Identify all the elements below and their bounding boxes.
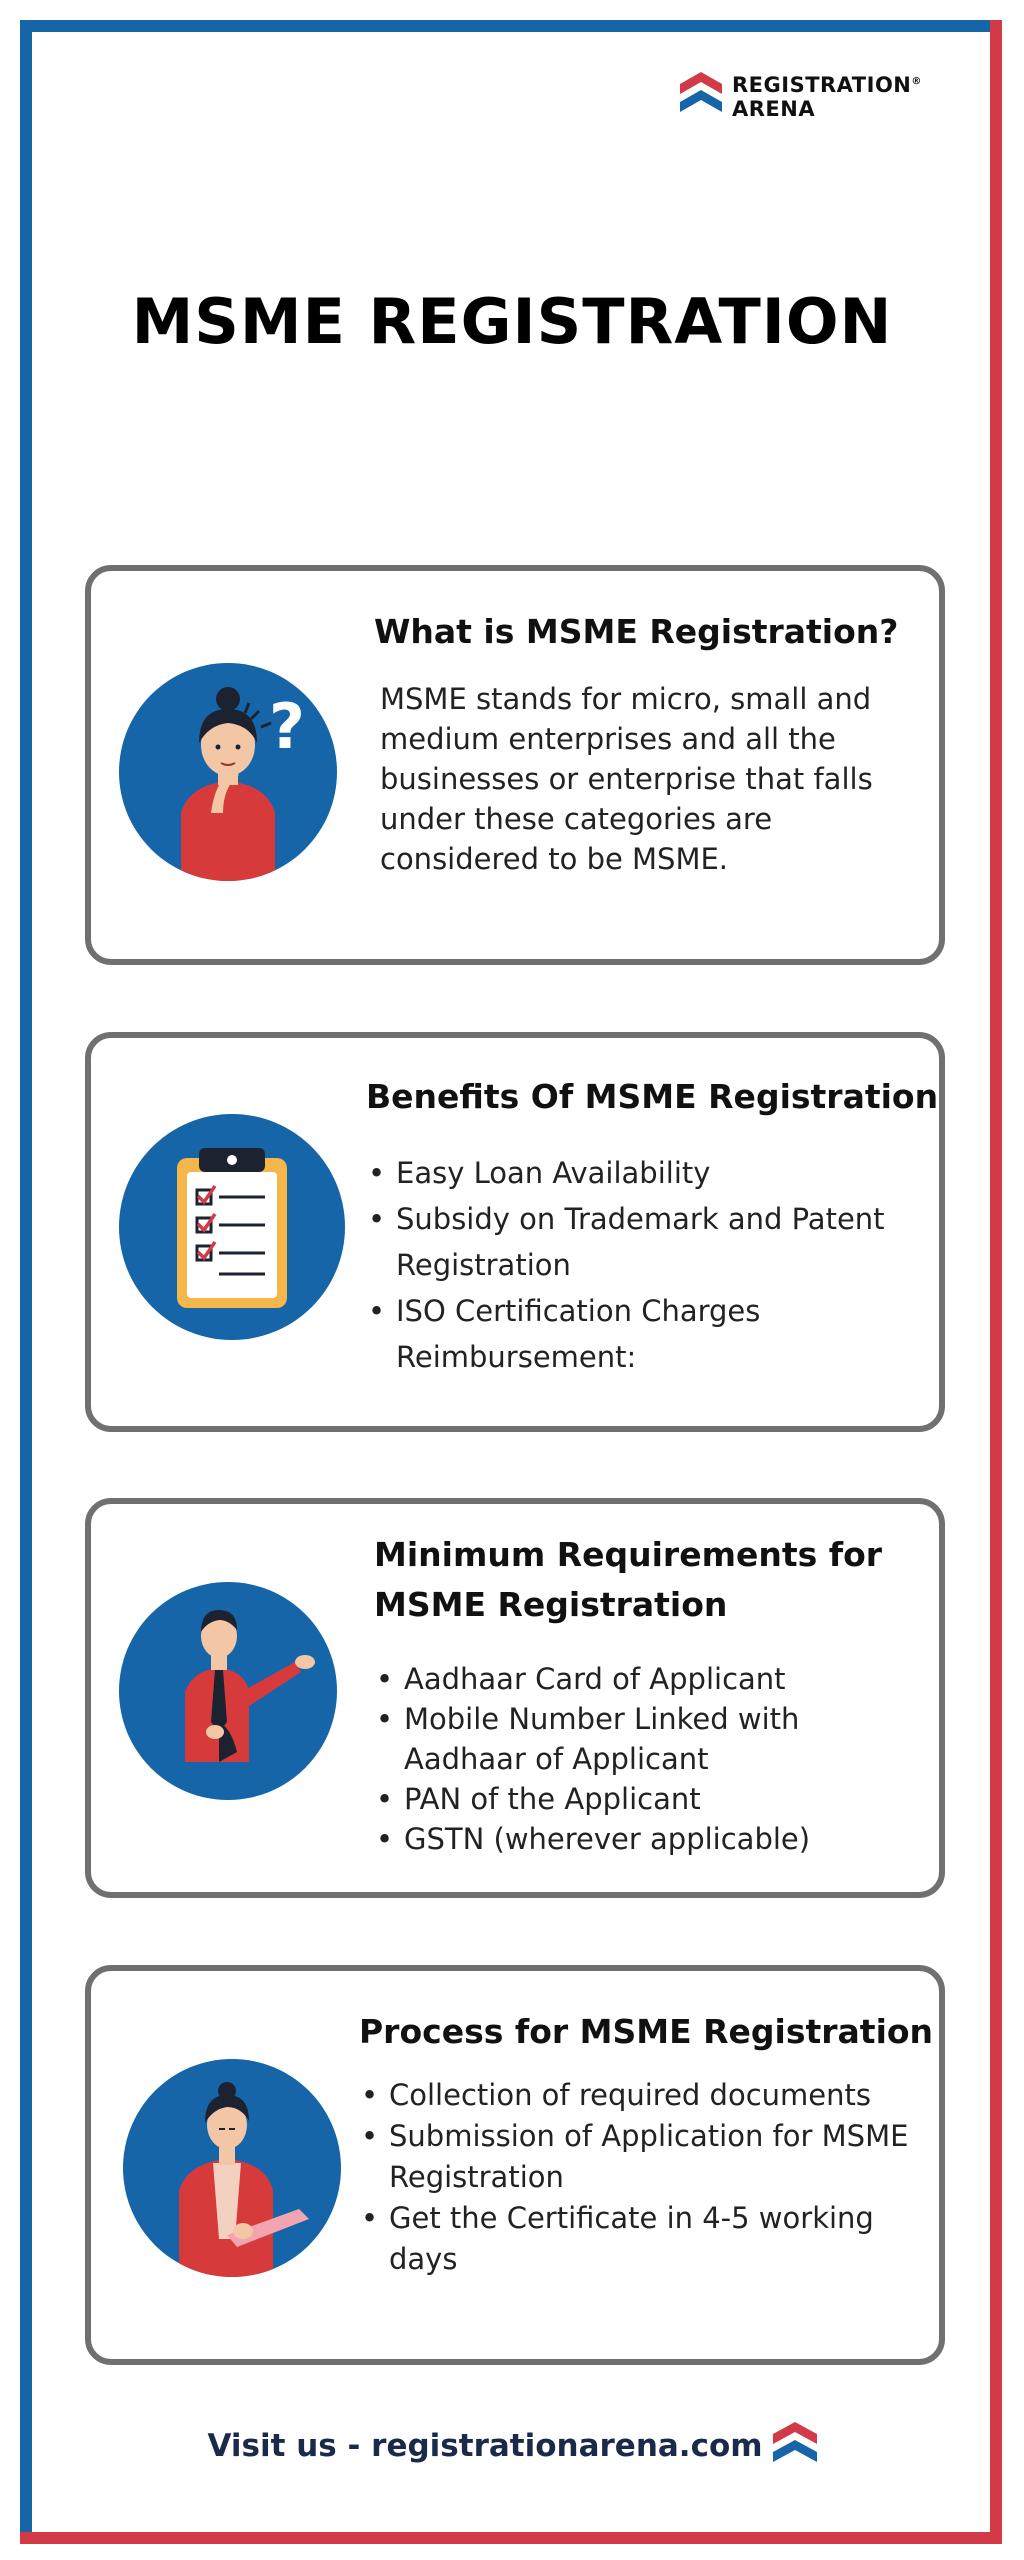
list-item: • Submission of Application for MSME Registration: [359, 2116, 919, 2198]
woman-with-clipboard-icon: [123, 2059, 341, 2277]
list-item: • Aadhaar Card of Applicant: [374, 1659, 914, 1699]
list-item: • GSTN (wherever applicable): [374, 1819, 914, 1859]
frame-border-right: [990, 20, 1002, 2544]
registered-mark: ®: [911, 76, 922, 87]
section-benefits: [85, 1032, 945, 1432]
section-process: [85, 1965, 945, 2365]
section-heading: Minimum Requirements for MSME Registration: [374, 1535, 883, 1624]
clipboard-checklist-icon: [119, 1114, 345, 1340]
page-title: MSME REGISTRATION: [131, 285, 893, 358]
process-list: [359, 2075, 919, 2280]
list-item: • Mobile Number Linked with Aadhaar of Applicant: [374, 1699, 914, 1779]
website-link[interactable]: Visit us - registrationarena.com: [207, 2428, 763, 2464]
footer: [0, 2422, 1024, 2470]
section-heading: What is MSME Registration?: [374, 612, 899, 651]
frame-border-bottom: [20, 2532, 1002, 2544]
section-heading: Benefits Of MSME Registration: [366, 1077, 939, 1116]
section-body: MSME stands for micro, small and medium enterprises and all the businesses or enterprise that falls under these categories are considered to be MSME.: [380, 682, 873, 876]
thinking-woman-icon: [119, 663, 337, 881]
benefits-list: [366, 1150, 926, 1380]
frame-border-left: [20, 20, 32, 2544]
brand-logo[interactable]: [680, 70, 922, 121]
list-item: • PAN of the Applicant: [374, 1779, 914, 1819]
brand-name: [732, 70, 922, 121]
list-item: • ISO Certification Charges Reimbursement:: [366, 1288, 926, 1380]
brand-line-1: REGISTRATION: [732, 73, 912, 97]
brand-line-2: ARENA: [732, 97, 816, 121]
list-item: • Subsidy on Trademark and Patent Registration: [366, 1196, 926, 1288]
registration-arena-logo-icon: [680, 72, 722, 120]
section-heading: Process for MSME Registration: [359, 2012, 934, 2051]
frame-border-top: [20, 20, 1002, 32]
list-item: • Easy Loan Availability: [366, 1150, 926, 1196]
presenting-man-icon: [119, 1582, 337, 1800]
section-what-is-msme: [85, 565, 945, 965]
section-requirements: [85, 1498, 945, 1898]
list-item: • Collection of required documents: [359, 2075, 919, 2116]
requirements-list: [374, 1659, 914, 1859]
list-item: • Get the Certificate in 4-5 working days: [359, 2198, 919, 2280]
registration-arena-logo-icon: [773, 2422, 817, 2470]
svg-text:?: ?: [269, 690, 305, 763]
